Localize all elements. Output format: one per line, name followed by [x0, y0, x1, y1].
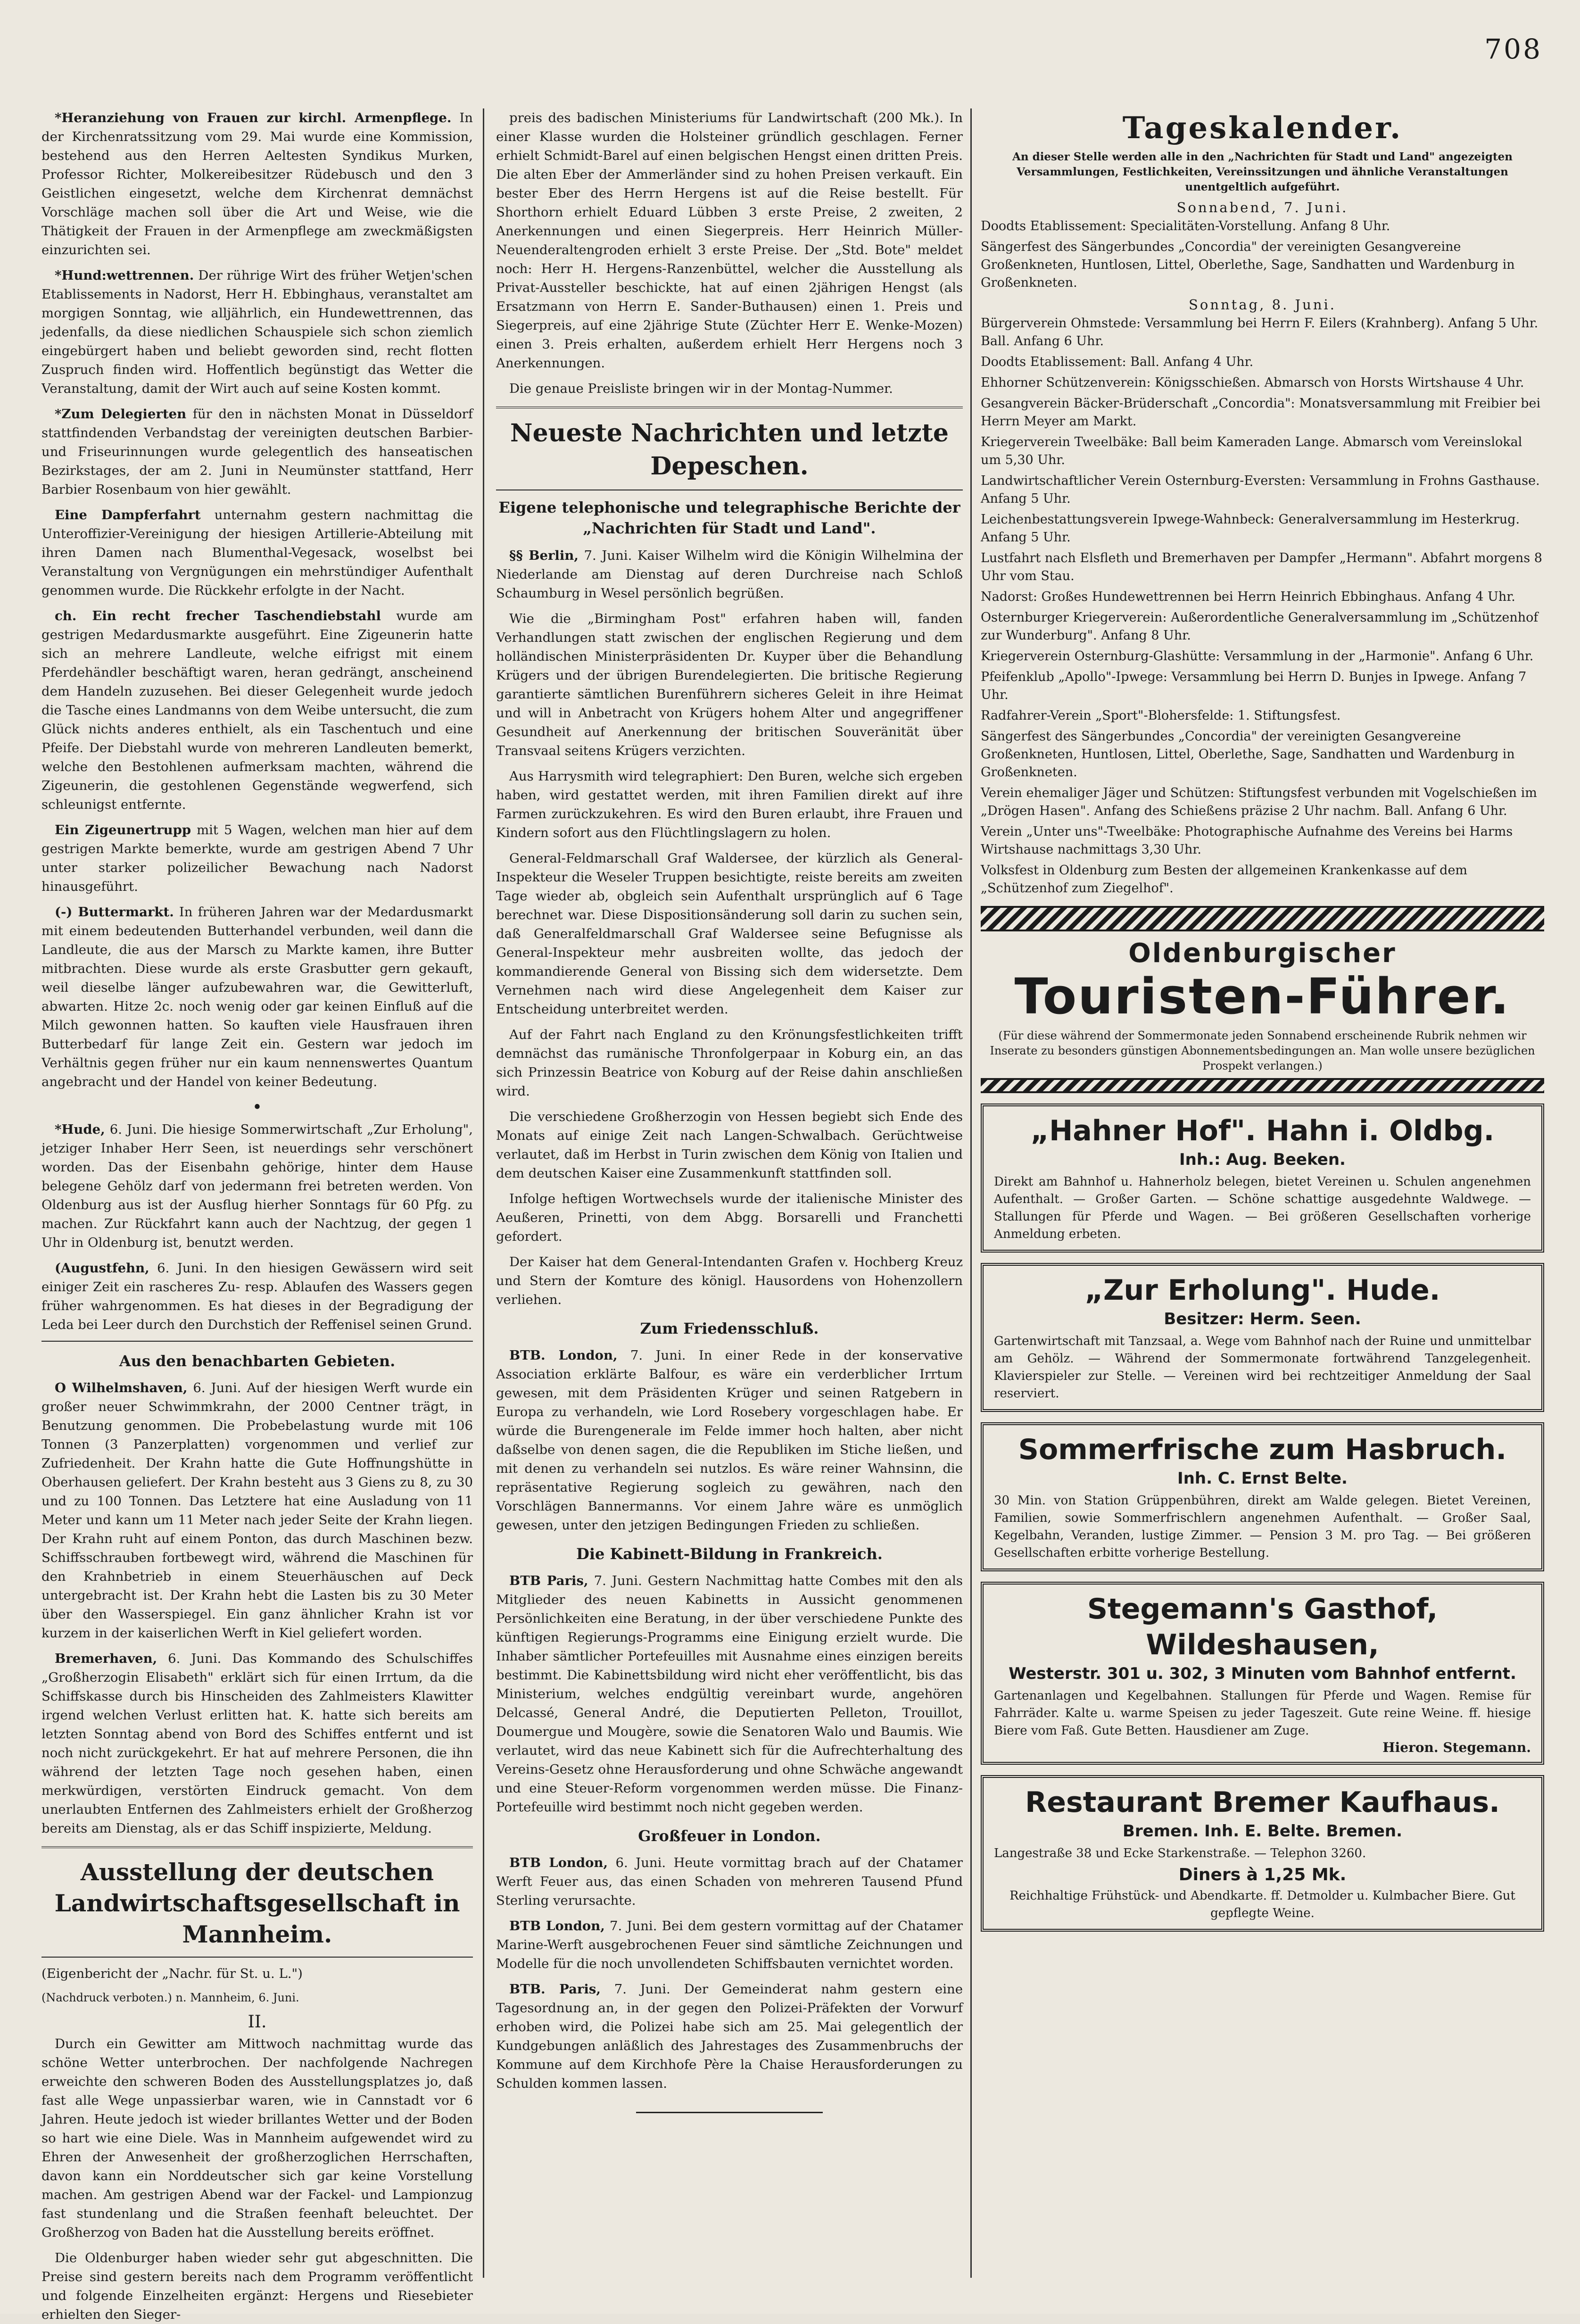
article-text: 6. Juni. Das Kommando des Schulschiffes „Großherzogin Elisabeth" erklärt sich für einen Irrtum, da die Schiffskasse durch bis Hinscheiden des Zahlmeisters Klawitter irgend welchen Verlust erlitten hat. K. hatte sich bereits am letzten Sonntag abend von Bord des Schiffes entfernt und ist noch nicht zurückgekehrt. Er hat auf mehrere Personen, die ihn während der letzten Tage noch gesehen haben, einen merkwürdigen, verstörten Eindruck gemacht. Von dem unerlaubten Entfernen des Zahlmeisters erhielt der Großherzog bereits am Dienstag, als er das Schiff inspizierte, Meldung.: [41, 1651, 473, 1836]
article-paragraph: [41, 903, 473, 1091]
article-paragraph: [496, 767, 963, 842]
article-text: 7. Juni. Gestern Nachmittag hatte Combes mit den als Mitglieder des neuen Kabinetts in Aussicht genommenen Persönlichkeiten eine Beratung, in der über verschiedene Punkte des künftigen Regierungs-Programms eine Einigung erzielt wurde. Die Inhaber sämtlicher Portefeuilles mit Ausnahme eines einzigen bereits bestimmt. Die Kabinettsbildung wird nicht eher veröffentlicht, bis das Ministerium, welches endgültig vereinbart wurde, angehören Delcassé, General André, die Deputierten Pelleton, Trouillot, Doumergue und Mougère, sowie die Senatoren Walo und Baumis. Wie verlautet, wird das neue Kabinett sich für die Aufrechterhaltung des Vereins-Gesetz ohne Herausforderung und ohne Schwäche angewandt und eine Steuer-Reform vorgenommen werden müsse. Die Finanz-Portefeuille wird bestimmt noch nicht gegeben werden.: [496, 1573, 963, 1815]
article-paragraph: [496, 1253, 963, 1309]
calendar-entry: Verein ehemaliger Jäger und Schützen: Stiftungsfest verbunden mit Vogelschießen im „Drögen Hasen". Anfang des Schießens präzise 2 Uhr nachm. Ball. Anfang 6 Uhr.: [981, 786, 1537, 818]
article-text: mit 5 Wagen, welchen man hier auf dem gestrigen Markte bemerkte, wurde am gestrigen Abend 7 Uhr unter starker polizeilicher Bewachung nach Nadorst hinausgeführt.: [41, 822, 473, 894]
ad-title: „Hahner Hof". Hahn i. Oldbg.: [1030, 1114, 1495, 1147]
ads-list: [981, 1104, 1544, 1932]
calendar-note: An dieser Stelle werden alle in den „Nachrichten für Stadt und Land" angezeigten Versammlungen, Festlichkeiten, Vereinssitzungen und ähnliche Veranstaltungen unentgeltlich aufgeführt.: [1012, 150, 1513, 193]
neighbor-news-list: [41, 1378, 473, 1838]
calendar-entry: Kriegerverein Tweelbäke: Ball beim Kameraden Lange. Abmarsch vom Vereinslokal um 5,30 Uhr.: [981, 435, 1522, 467]
article-paragraph: [496, 546, 963, 603]
article-paragraph: [41, 606, 473, 814]
expo-byline: (Nachdruck verboten.) n. Mannheim, 6. Juni.: [41, 1991, 299, 2004]
ad-body: 30 Min. von Station Grüppenbühren, direkt am Walde gelegen. Bietet Vereinen, Familien, sowie Sommerfrischlern angenehmen Aufenthalt. — Großer Saal, Kegelbahn, Veranden, lustige Zimmer. — Pension 3 M. pro Tag. — Bei größeren Gesellschaften erbitte vorherige Bestellung.: [994, 1494, 1531, 1560]
article-text: 7. Juni. Der Gemeinderat nahm gestern eine Tagesordnung an, in der gegen den Polizei-Präfekten der Vorwurf erhoben wird, die Polizei habe sich am 25. Mai gelegentlich der Kundgebungen anläßlich des Jahrestages des Zusammenbruchs der Kommune auf dem Kirchhofe Père la Chaise Herausforderungen zu Schulden kommen lassen.: [496, 1982, 963, 2091]
article-text: Der rührige Wirt des früher Wetjen'schen Etablissements in Nadorst, Herr H. Ebbinghaus, veranstaltet am morgigen Sonntag, wie alljährlich, ein Hundewettrennen, das jedenfalls, da diese niedlichen Schauspiele sich schon ziemlich eingebürgert haben und beliebt geworden sind, recht flotten Zuspruch finden wird. Hoffentlich begünstigt das Wetter die Veranstaltung, damit der Wirt auch auf seine Kosten kommt.: [41, 268, 473, 396]
divider: [41, 1957, 473, 1958]
calendar-entry: Lustfahrt nach Elsfleth und Bremerhaven per Dampfer „Hermann". Abfahrt morgens 8 Uhr vom Stau.: [981, 551, 1542, 583]
calendar-entry: Nadorst: Großes Hundewettrennen bei Herrn Heinrich Ebbinghaus. Anfang 4 Uhr.: [981, 589, 1515, 604]
article-text: In der Kirchenratssitzung vom 29. Mai wurde eine Kommission, bestehend aus den Herren Aeltesten Syndikus Murken, Professor Richter, Molkereibesitzer Rüdebusch und den 3 Geistlichen eingesetzt, welche dem Kirchenrat demnächst Vorschläge machen soll über die Art und Weise, wie die Thätigkeit der Frauen in der Armenpflege am zweckmäßigsten einzurichten sei.: [41, 110, 473, 257]
calendar-entry: Pfeifenklub „Apollo"-Ipwege: Versammlung bei Herrn D. Bunjes in Ipwege. Anfang 7 Uhr.: [981, 670, 1527, 702]
cabinet-list: [496, 1571, 963, 1817]
advertisement: [981, 1582, 1544, 1765]
article-kicker: ch. Ein recht frecher Taschendiebstahl: [55, 608, 381, 623]
expo-continued: [496, 108, 963, 398]
article-kicker: O Wilhelmshaven,: [55, 1380, 188, 1395]
article-paragraph: [496, 1346, 963, 1535]
ad-body: Langestraße 38 und Ecke Starkenstraße. — Telephon 3260.: [994, 1846, 1366, 1860]
ad-title: „Zur Erholung". Hude.: [1084, 1274, 1440, 1307]
article-paragraph: [41, 506, 473, 600]
ad-subtitle: Bremen. Inh. E. Belte. Bremen.: [1122, 1822, 1403, 1841]
expo-heading: Ausstellung der deutschen Landwirtschaftsgesellschaft in Mannheim.: [54, 1858, 460, 1948]
article-paragraph: [496, 1571, 963, 1817]
calendar-entry: Gesangverein Bäcker-Brüderschaft „Concordia": Monatsversammlung mit Freibier bei Herrn Meyer am Markt.: [981, 396, 1541, 429]
article-paragraph: Durch ein Gewitter am Mittwoch nachmittag wurde das schöne Wetter unterbrochen. Der nachfolgende Nachregen erweichte den schweren Boden des Ausstellungsplatzes jo, daß fast alle Wege unpassierbar waren, wie in Cannstadt vor 6 Jahren. Heute jedoch ist wieder brillantes Wetter und der Boden so hart wie eine Diele. Was in Mannheim aufgewendet wird zu Ehren der Anwesenheit der großherzoglichen Herrschaften, davon kann ein Norddeutscher sich gar keine Vorstellung machen. Am gestrigen Abend war der Fackel- und Lampionzug fast stundenlang und die Straßen feenhaft beleuchtet. Der Großherzog von Baden hat die Ausstellung bereits eröffnet.: [41, 2036, 473, 2240]
article-paragraph: [41, 1378, 473, 1643]
article-text: Infolge heftigen Wortwechsels wurde der italienische Minister des Aeußeren, Prinetti, von dem Abgg. Borsarelli und Franchetti gefordert.: [496, 1191, 963, 1244]
advertisement: [981, 1263, 1544, 1412]
local-news-list-2: [41, 1120, 473, 1334]
article-kicker: *Hund:wettrennen.: [55, 268, 194, 283]
expo-text: [41, 2034, 473, 2324]
cabinet-heading: Die Kabinett-Bildung in Frankreich.: [576, 1545, 883, 1563]
news-list: [496, 546, 963, 1309]
article-kicker: (Augustfehn,: [55, 1261, 149, 1276]
article-text: Auf der Fahrt nach England zu den Krönungsfestlichkeiten trifft demnächst das rumänische Thronfolgerpaar in Koburg ein, an das sich Prinzessin Beatrice von Koburg auf der Reise dahin anschließen wird.: [496, 1027, 963, 1099]
ad-title: Restaurant Bremer Kaufhaus.: [1025, 1786, 1500, 1819]
article-text: 7. Juni. In einer Rede in der konservative Association erklärte Balfour, es wäre ein verderblicher Irrtum gewesen, mit dem Präsidenten Krüger und seinen Ratgebern in Europa zu verhandeln, wie Lord Rosebery vorgeschlagen habe. Er würde die Burengenerale im Felde immer hoch halten, aber nicht daßselbe von denen sagen, die die Republiken im Stiche ließen, und mit denen zu verhandeln sei nutzlos. Es wäre reiner Wahnsinn, die repräsentative Regierung sogleich zu gewähren, nach den Vorschlägen Bannermanns. Vor einem Jahre wäre es unmöglich gewesen, unter den jetzigen Bedingungen Frieden zu schließen.: [496, 1348, 963, 1533]
fire-list: [496, 1853, 963, 2093]
calendar-entry: Landwirtschaftlicher Verein Osternburg-Eversten: Versammlung in Frohns Gasthause. Anfang 5 Uhr.: [981, 473, 1540, 506]
calendar-entry: Radfahrer-Verein „Sport"-Blohersfelde: 1. Stiftungsfest.: [981, 708, 1341, 723]
calendar-entry: Kriegerverein Osternburg-Glashütte: Versammlung in der „Harmonie". Anfang 6 Uhr.: [981, 649, 1534, 664]
article-text: Aus Harrysmith wird telegraphiert: Den Buren, welche sich ergeben haben, wird gestattet werden, mit ihren Familien direkt auf ihre Farmen zurückzukehren. Es wird den Buren erlaubt, ihre Frauen und Kindern sofort aus den Flüchtlingslagern zu holen.: [496, 769, 963, 840]
article-kicker: *Heranziehung von Frauen zur kirchl. Armenpflege.: [55, 110, 452, 125]
advertisement: [981, 1104, 1544, 1253]
article-paragraph: [41, 1649, 473, 1838]
calendar-day-1: Sonnabend, 7. Juni.: [1176, 199, 1348, 216]
article-text: 6. Juni. Heute vormittag brach auf der Chatamer Werft Feuer aus, das einen Schaden von mehreren Tausend Pfund Sterling verursachte.: [496, 1855, 963, 1908]
ornament-border: [981, 1078, 1544, 1093]
article-text: Wie die „Birmingham Post" erfahren haben will, fanden Verhandlungen statt zwischen der englischen Regierung und dem holländischen Ministerpräsidenten Dr. Kuyper über die Behandlung Krügers und der übrigen Burendelegierten. Die britische Regierung garantierte sämtlichen Burenführern sicheres Geleit in ihre Heimat und will in Anbetracht von Krügers hohem Alter und angegriffener Gesundheit auf Anerkennung der britischen Souveränität über Transvaal seitens Krügers verzichten.: [496, 611, 963, 758]
tourist-guide-note: (Für diese während der Sommermonate jeden Sonnabend erscheinende Rubrik nehmen wir Inserate zu besonders günstigen Abonnementsbedingungen an. Man wolle unsere bezüglichen Prospekt verlangen.): [990, 1029, 1535, 1072]
article-paragraph: [41, 1120, 473, 1252]
article-paragraph: [41, 405, 473, 499]
article-paragraph: [496, 1189, 963, 1246]
article-text: 6. Juni. Die hiesige Sommerwirtschaft „Zur Erholung", jetziger Inhaber Herr Seen, ist neuerdings sehr verschönert worden. Das der Eisenbahn gehörige, hinter dem Hause belegene Gehölz darf von jedermann frei betreten werden. Von Oldenburg aus ist der Ausflug hierher Sonntags für 60 Pfg. zu machen. Zur Rückfahrt kann auch der Nachtzug, der gegen 1 Uhr in Oldenburg ist, benutzt werden.: [41, 1122, 473, 1250]
ornament-border: [981, 906, 1544, 931]
article-kicker: BTB Paris,: [509, 1573, 588, 1588]
advertisement: [981, 1775, 1544, 1932]
article-text: 6. Juni. In den hiesigen Gewässern wird seit einiger Zeit ein rascheres Zu- resp. Ablaufen des Wassers gegen früher wahrgenommen. Es hat dieses in der Begradigung der Leda bei Leer durch den Durchstich der Reffenisel seinen Grund.: [41, 1261, 473, 1332]
ad-body: Gartenwirtschaft mit Tanzsaal, a. Wege vom Bahnhof nach der Ruine und unmittelbar am Gehölz. — Während der Sommermonate fortwährend Tanzgelegenheit. Klavierspieler zur Stelle. — Vereinen wird bei rechtzeitiger Anmeldung der Saal reserviert.: [994, 1334, 1531, 1401]
peace-list: [496, 1346, 963, 1535]
ad-subtitle: Inh. C. Ernst Belte.: [1177, 1469, 1348, 1488]
article-kicker: §§ Berlin,: [509, 548, 579, 563]
calendar-title: Tageskalender.: [1122, 110, 1403, 146]
article-text: 7. Juni. Bei dem gestern vormittag auf der Chatamer Marine-Werft ausgebrochenen Feuer sind sämtliche Zeichnungen und Modelle für die noch unvollendeten Schiffsbauten vernichtet worden.: [496, 1918, 963, 1971]
ad-body: Gartenanlagen und Kegelbahnen. Stallungen für Pferde und Wagen. Remise für Fahrräder. Kalte u. warme Speisen zu jeder Tageszeit. Gute reine Weine. ff. hiesige Biere vom Faß. Gute Betten. Hausdiener am Zuge.: [994, 1689, 1531, 1738]
article-paragraph: Die Oldenburger haben wieder sehr gut abgeschnitten. Die Preise sind gestern bereits nach dem Programm veröffentlicht und folgende Einzelheiten ergänzt: Hergens und Riesebieter erhielten den Sieger-: [41, 2250, 473, 2322]
article-kicker: (-) Buttermarkt.: [55, 905, 174, 920]
calendar-entry: Ehhorner Schützenverein: Königsschießen. Abmarsch von Horsts Wirtshause 4 Uhr.: [981, 375, 1524, 390]
calendar-entry: Verein „Unter uns"-Tweelbäke: Photographische Aufnahme des Vereins bei Harms Wirtshause nachmittags 3,30 Uhr.: [981, 824, 1513, 857]
article-text: In früheren Jahren war der Medardusmarkt mit einem bedeutenden Butterhandel verbunden, weil dann die Landleute, die aus der Marsch zu Markte kamen, ihre Butter mitbrachten. Diese wurde als erste Grasbutter gern gekauft, weil dieselbe länger aufzubewahren war, die Gewitterluft, abwarten. Hitze 2c. noch wenig oder gar keinen Einfluß auf die Milch gewonnen hatten. So kauften viele Hausfrauen ihren Butterbedarf für lange Zeit ein. Gestern war jedoch im Verhältnis gegen früher nur ein kaum nennenswertes Quantum angebracht und der Handel von keiner Bedeutung.: [41, 905, 473, 1089]
article-text: Die verschiedene Großherzogin von Hessen begiebt sich Ende des Monats auf einige Zeit nach Langen-Schwalbach. Gerüchtweise verlautet, daß im Herbst in Turin zwischen dem König von Italien und dem deutschen Kaiser eine Zusammenkunft stattfinden soll.: [496, 1109, 963, 1181]
expo-credit: (Eigenbericht der „Nachr. für St. u. L."): [41, 1966, 303, 1981]
article-paragraph: [41, 1259, 473, 1334]
tourist-guide-title: Touristen-Führer.: [1014, 968, 1511, 1025]
calendar-entry: Doodts Etablissement: Ball. Anfang 4 Uhr.: [981, 355, 1254, 369]
page-number: 708: [1484, 33, 1542, 65]
news-subheading: Eigene telephonische und telegraphische Berichte der „Nachrichten für Stadt und Land".: [498, 498, 960, 537]
ad-diners: Diners à 1,25 Mk.: [1178, 1865, 1347, 1884]
ad-body: Direkt am Bahnhof u. Hahnerholz belegen, bietet Vereinen u. Schulen angenehmen Aufenthalt. — Großer Garten. — Schöne schattige ausgedehnte Waldwege. — Stallungen für Pferde und Wagen. — Bei größeren Gesellschaften vorherige Anmeldung erbeten.: [994, 1175, 1531, 1241]
calendar-entry: Bürgerverein Ohmstede: Versammlung bei Herrn F. Eilers (Krahnberg). Anfang 5 Uhr. Ball. Anfang 6 Uhr.: [981, 316, 1539, 349]
calendar-entry: Doodts Etablissement: Specialitäten-Vorstellung. Anfang 8 Uhr.: [981, 219, 1390, 233]
end-rule: [636, 2112, 823, 2113]
expo-part: II.: [248, 2012, 267, 2032]
article-kicker: BTB. London,: [509, 1348, 618, 1363]
column-divider: [970, 108, 972, 2278]
article-text: 6. Juni. Auf der hiesigen Werft wurde ein großer neuer Schwimmkrahn, der 2000 Centner trägt, in Benutzung genommen. Die Probebelastung wurde mit 106 Tonnen (3 Panzerplatten) vorgenommen und verlief zur Zufriedenheit. Der Krahn hatte die Gute Hoffnungshütte in Oberhausen geliefert. Der Krahn besteht aus 3 Giens zu 8, zu 30 und zu 100 Tonnen. Das Letztere hat eine Ausladung von 11 Meter und kann um 11 Meter nach jeder Seite der Krahn liegen. Der Krahn ruht auf einem Ponton, das durch Maschinen bezw. Schiffsschrauben fortbewegt wird, während die Maschinen für den Krahnbetrieb in einem Steuerhäuschen auf Deck untergebracht ist. Der Krahn hebt die Lasten bis zu 30 Meter über den Wasserspiegel. Ein ganz ähnlicher Krahn ist vor kurzem in der kaiserlichen Werft in Kiel geliefert worden.: [41, 1380, 473, 1641]
column-2: [496, 108, 963, 2287]
calendar-day-2: Sonntag, 8. Juni.: [1189, 297, 1336, 313]
local-news-list: [41, 108, 473, 1091]
ad-signature: Hieron. Stegemann.: [1382, 1740, 1531, 1755]
ad-subtitle: Besitzer: Herm. Seen.: [1164, 1310, 1361, 1328]
article-paragraph: [496, 609, 963, 760]
calendar-entry: Sängerfest des Sängerbundes „Concordia" der vereinigten Gesangvereine Großenkneten, Huntlosen, Littel, Oberlethe, Sage, Sandhatten und Wardenburg in Großenkneten.: [981, 240, 1515, 290]
calendar-day-2-entries: [981, 315, 1544, 897]
fire-heading: Großfeuer in London.: [638, 1827, 821, 1845]
article-kicker: BTB London,: [509, 1918, 605, 1934]
ad-title: Stegemann's Gasthof, Wildeshausen,: [1087, 1593, 1438, 1661]
article-paragraph: Die genaue Preisliste bringen wir in der Montag-Nummer.: [509, 381, 893, 396]
ad-subtitle: Westerstr. 301 u. 302, 3 Minuten vom Bahnhof entfernt.: [1009, 1664, 1516, 1683]
section-star: •: [252, 1098, 263, 1117]
divider: [41, 1846, 473, 1848]
article-paragraph: [41, 821, 473, 896]
peace-heading: Zum Friedensschluß.: [640, 1320, 819, 1337]
calendar-entry: Volksfest in Oldenburg zum Besten der allgemeinen Krankenkasse auf dem „Schützenhof zum Ziegelhof".: [981, 863, 1468, 896]
article-paragraph: [496, 1025, 963, 1101]
ad-title: Sommerfrische zum Hasbruch.: [1018, 1433, 1507, 1466]
divider: [41, 1341, 473, 1342]
article-text: General-Feldmarschall Graf Waldersee, der kürzlich als General-Inspekteur die Weseler Truppen besichtigte, reiste bereits am zweiten Tage wieder ab, obgleich sein Aufenthalt ursprünglich auf 6 Tage berechnet war. Diese Dispositionsänderung soll darin zu suchen sein, daß Generalfeldmarschall Graf Waldersee seine Befugnisse als General-Inspekteur mehr ausbreiten wollte, das jedoch der kommandierende General von Bissing sich dem widersetzte. Dem Vernehmen nach wird diese Angelegenheit dem Kaiser zur Entscheidung unterbreitet werden.: [496, 851, 963, 1017]
article-paragraph: preis des badischen Ministeriums für Landwirtschaft (200 Mk.). In einer Klasse wurden die Holsteiner gründlich geschlagen. Ferner erhielt Schmidt-Barel auf einen belgischen Hengst einen dritten Preis. Die alten Eber der Ammerländer sind zu hohen Preisen verkauft. Ein bester Eber des Herrn Hergens ist auf die Reise bestellt. Für Shorthorn erhielt Eduard Lübben 3 erste Preise, 2 zweiten, 2 Anerkennungen und einen Siegerpreis. Herr Heinrich Müller-Neuenderaltengroden erhielt 3 erste Preise. Der „Std. Bote" meldet noch: Herr H. Hergens-Ranzenbüttel, welcher die Ausstellung als Privat-Aussteller beschickte, hat auf einen 2jährigen Hengst (als Ersatzmann von Herrn E. Sander-Buthausen) einen 1. Preis und Siegerpreis, auf eine 2jährige Stute (Züchter Herr E. Wenke-Mozen) einen 3. Preis erhalten, außerdem erhielt Herr Hergens noch 3 Anerkennungen.: [496, 110, 963, 371]
calendar-entry: Osternburger Kriegerverein: Außerordentliche Generalversammlung im „Schützenhof zur Wunderburg". Anfang 8 Uhr.: [981, 610, 1539, 643]
neighbor-heading: Aus den benachbarten Gebieten.: [119, 1352, 396, 1370]
article-paragraph: [496, 1107, 963, 1183]
tourist-guide-line1: Oldenburgischer: [1128, 938, 1397, 969]
article-text: für den in nächsten Monat in Düsseldorf stattfindenden Verbandstag der vereinigten deutschen Barbier- und Friseurinnungen wurde gelegentlich des hanseatischen Bezirkstages, der am 2. Juni in Neumünster stattfand, Herr Barbier Rosenbaum von hier gewählt.: [41, 407, 473, 497]
calendar-entry: Sängerfest des Sängerbundes „Concordia" der vereinigten Gesangvereine Großenkneten, Huntlosen, Littel, Oberlethe, Sage, Sandhatten und Wardenburg in Großenkneten.: [981, 729, 1515, 780]
ad-body-2: Reichhaltige Frühstück- und Abendkarte. ff. Detmolder u. Kulmbacher Biere. Gut gepflegte Weine.: [1009, 1889, 1515, 1920]
news-heading: Neueste Nachrichten und letzte Depeschen.: [510, 419, 949, 481]
article-paragraph: [41, 108, 473, 259]
ad-subtitle: Inh.: Aug. Beeken.: [1179, 1150, 1346, 1169]
article-kicker: Bremerhaven,: [55, 1651, 157, 1666]
column-3: [981, 108, 1544, 2287]
article-text: wurde am gestrigen Medardusmarkte ausgeführt. Eine Zigeunerin hatte sich an mehrere Landleute, welche eifrigst mit einem Pferdehändler beschäftigt waren, heran gedrängt, anscheinend dem Handeln zuzusehen. Bei dieser Gelegenheit wurde jedoch die Tasche eines Landmanns von dem Weibe untersucht, die zum Glück nichts anderes enthielt, als ein Taschentuch und eine Pfeife. Der Diebstahl wurde von mehreren Landleuten bemerkt, welche den Bestohlenen aufmerksam machten, während die Zigeunerin, die gestohlenen Gegenstände wegwerfend, sich schleunigst entfernte.: [41, 608, 473, 812]
calendar-day-1-entries: [981, 217, 1544, 292]
article-paragraph: [496, 1853, 963, 1910]
article-paragraph: [496, 849, 963, 1019]
article-text: Der Kaiser hat dem General-Intendanten Grafen v. Hochberg Kreuz und Stern der Komture des königl. Hausordens von Hohenzollern verliehen.: [496, 1254, 963, 1307]
column-1: [41, 108, 473, 2322]
article-kicker: BTB. Paris,: [509, 1982, 601, 1997]
divider: [496, 407, 963, 408]
article-text: unternahm gestern nachmittag die Unteroffizier-Vereinigung der hiesigen Artillerie-Abteilung mit ihren Damen nach Blumenthal-Vegesack, woselbst bei Veranstaltung von Vergnügungen ein mehrstündiger Aufenthalt genommen wurde. Die Rückkehr erfolgte in der Nacht.: [41, 507, 473, 598]
article-kicker: *Zum Delegierten: [55, 407, 187, 422]
article-paragraph: [496, 1917, 963, 1973]
article-kicker: BTB London,: [509, 1855, 608, 1870]
calendar-entry: Leichenbestattungsverein Ipwege-Wahnbeck: Generalversammlung im Hesterkrug. Anfang 5 Uhr.: [981, 512, 1520, 545]
article-kicker: *Hude,: [55, 1122, 105, 1137]
article-kicker: Ein Zigeunertrupp: [55, 822, 191, 838]
column-divider: [483, 108, 484, 2278]
article-kicker: Eine Dampferfahrt: [55, 507, 201, 523]
article-paragraph: [496, 1980, 963, 2093]
article-paragraph: [41, 266, 473, 398]
advertisement: [981, 1422, 1544, 1571]
article-text: 7. Juni. Kaiser Wilhelm wird die Königin Wilhelmina der Niederlande am Dienstag auf deren Durchreise nach Schloß Schaumburg in Wesel persönlich begrüßen.: [496, 548, 963, 601]
